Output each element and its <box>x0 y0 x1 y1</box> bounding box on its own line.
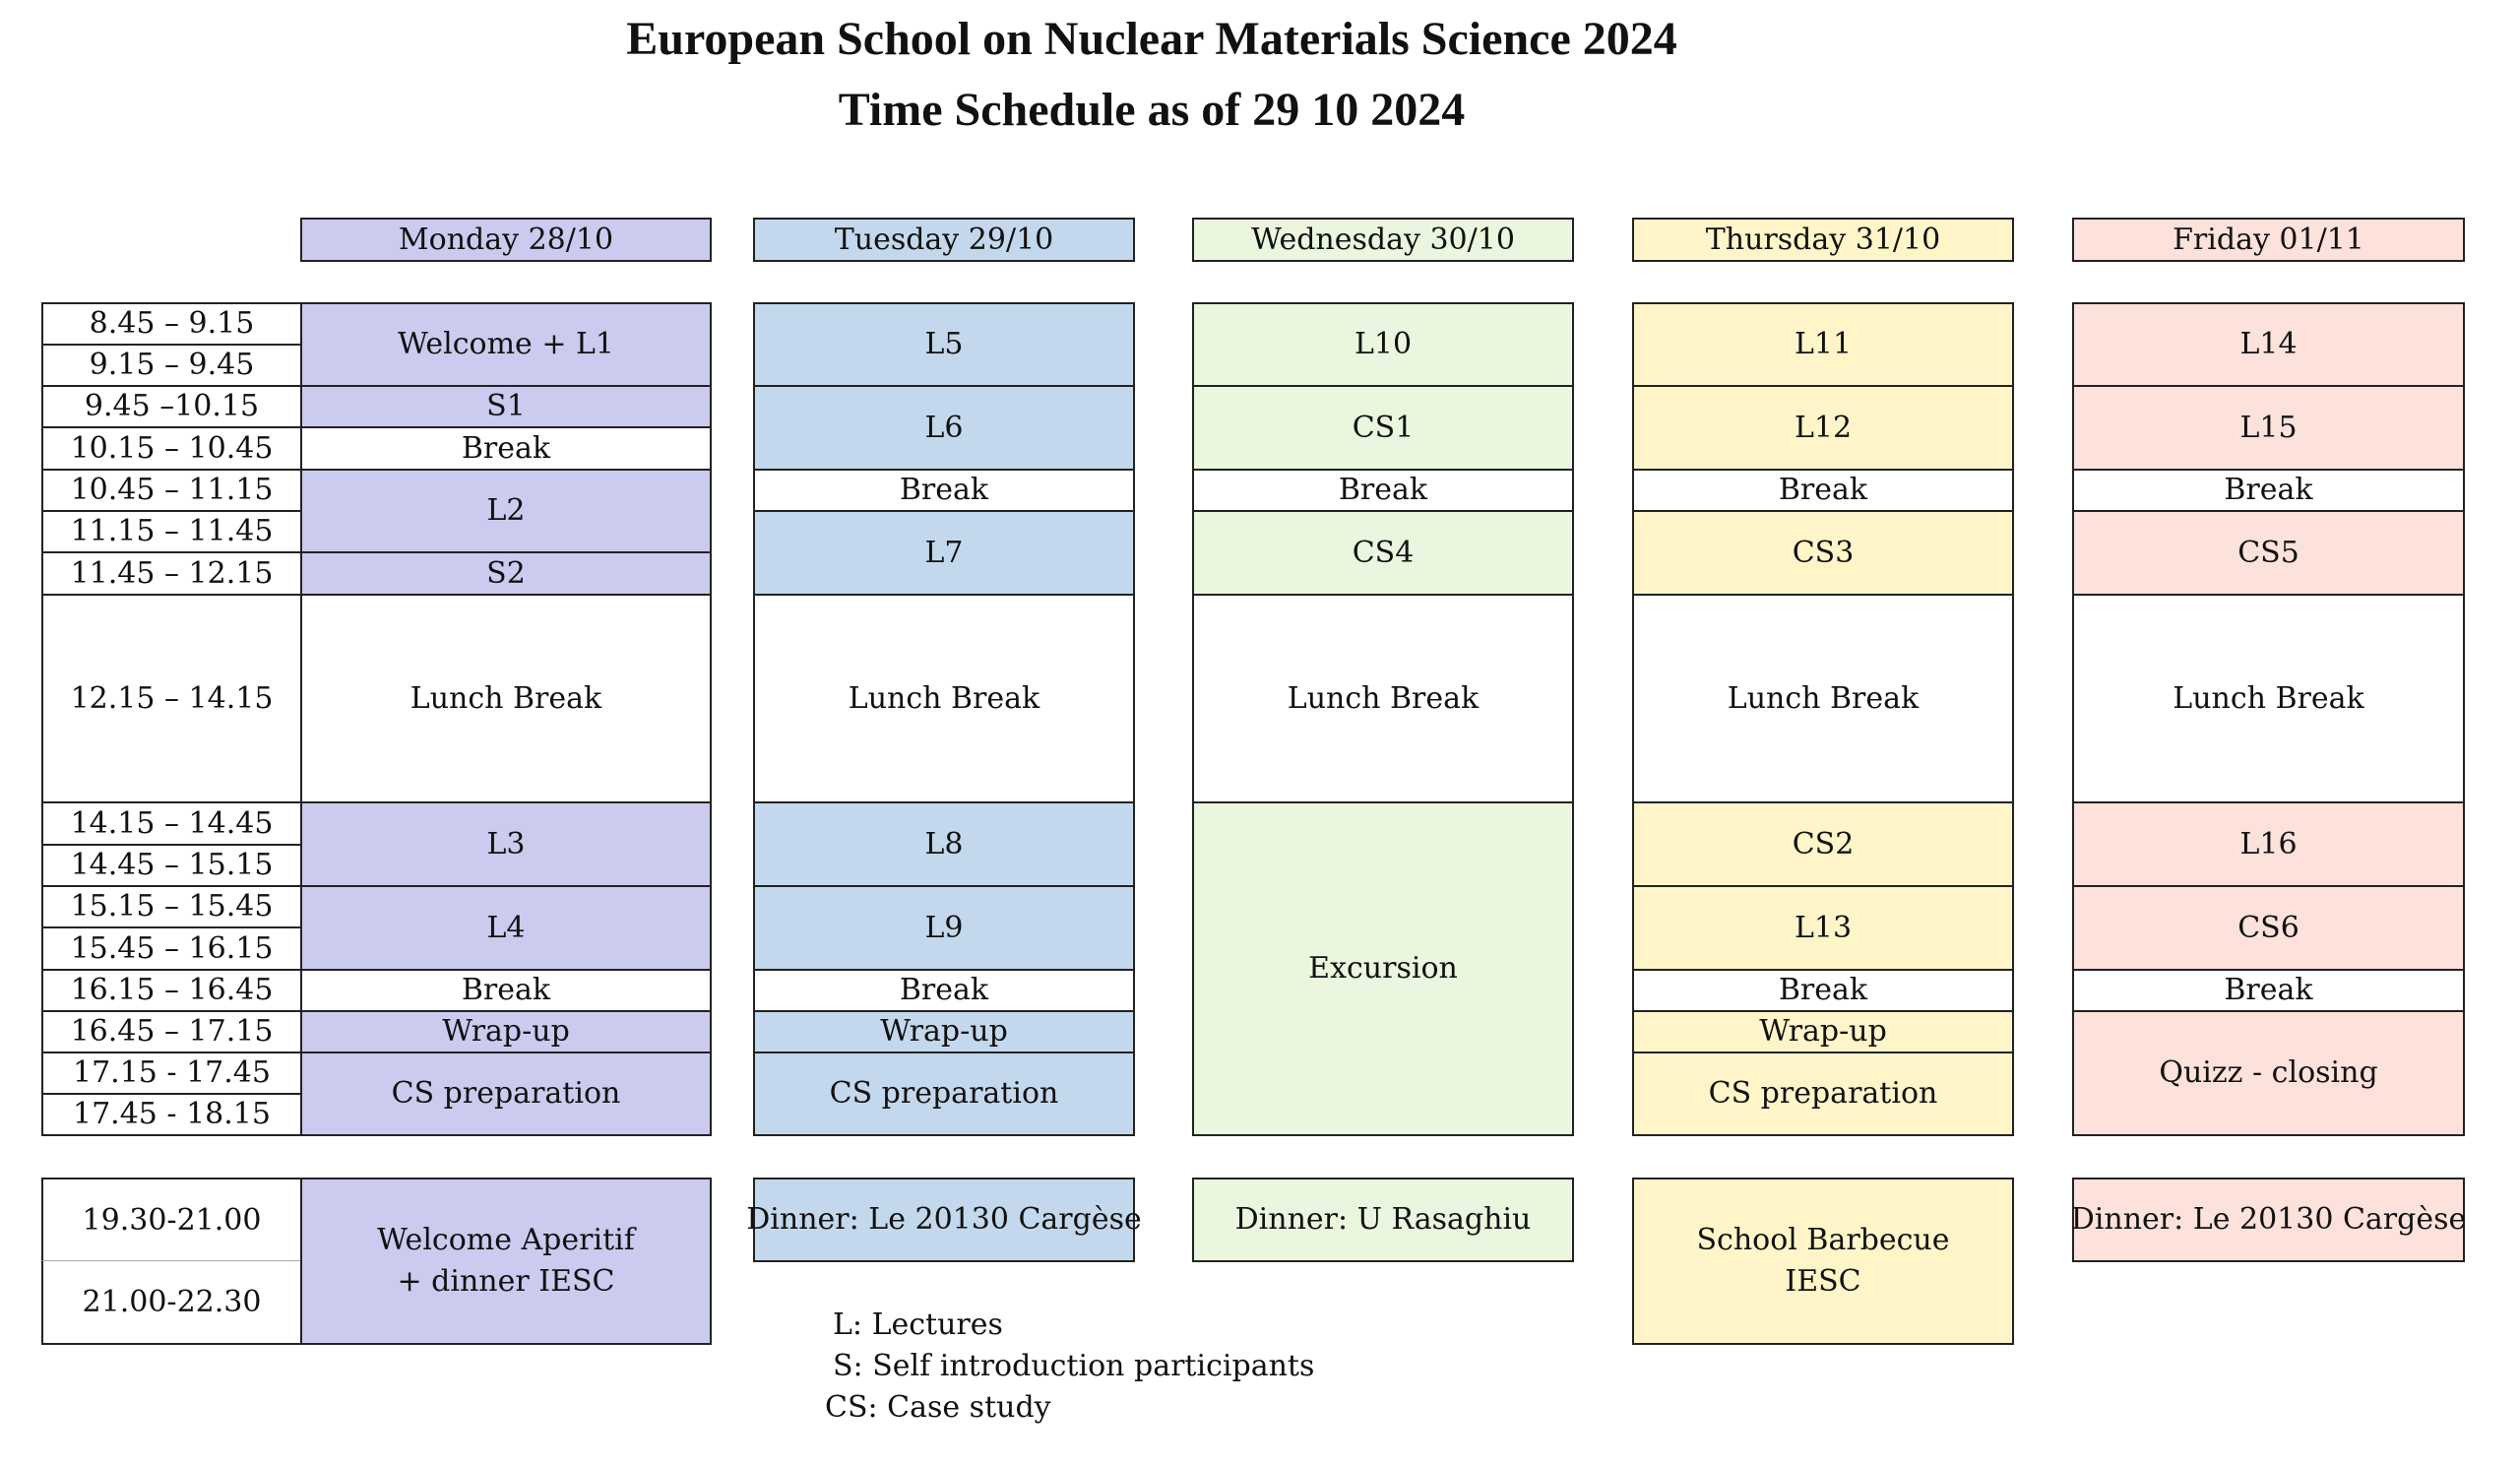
break-cell: Break <box>1632 469 2014 512</box>
day-header-monday: Monday 28/10 <box>300 218 712 262</box>
session-cell: Welcome + L1 <box>300 302 712 387</box>
session-cell: CS3 <box>1632 510 2014 596</box>
session-cell: CS5 <box>2072 510 2465 596</box>
time-slot: 14.45 – 15.15 <box>41 844 302 887</box>
time-slot: 10.45 – 11.15 <box>41 469 302 512</box>
break-cell: Break <box>1632 969 2014 1012</box>
excursion-cell: Excursion <box>1192 801 1574 1136</box>
time-slot: 10.15 – 10.45 <box>41 426 302 471</box>
time-slot: 8.45 – 9.15 <box>41 302 302 346</box>
break-cell: Break <box>753 469 1135 512</box>
day-header-wednesday: Wednesday 30/10 <box>1192 218 1574 262</box>
session-cell: CS preparation <box>753 1052 1135 1136</box>
evening-event-line: + dinner IESC <box>397 1264 615 1299</box>
session-cell: Quizz - closing <box>2072 1010 2465 1136</box>
time-slot: 14.15 – 14.45 <box>41 801 302 846</box>
session-cell: CS preparation <box>300 1052 712 1136</box>
evening-time-slot: 19.30-21.00 <box>41 1178 302 1262</box>
legend-lectures: L: Lectures <box>833 1307 1003 1342</box>
time-slot: 16.15 – 16.45 <box>41 969 302 1012</box>
time-slot: 17.15 - 17.45 <box>41 1052 302 1095</box>
break-cell: Break <box>2072 969 2465 1012</box>
evening-event-thursday <box>1632 1178 2014 1345</box>
evening-event-line: Welcome Aperitif <box>377 1223 635 1257</box>
legend-case-study: CS: Case study <box>825 1390 1051 1425</box>
page-title: European School on Nuclear Materials Science 2024 <box>626 13 1677 65</box>
lunch-cell: Lunch Break <box>300 594 712 803</box>
break-cell: Break <box>753 969 1135 1012</box>
session-cell: CS1 <box>1192 385 1574 471</box>
session-cell: CS4 <box>1192 510 1574 596</box>
session-cell: Wrap-up <box>1632 1010 2014 1053</box>
lunch-cell: Lunch Break <box>2072 594 2465 803</box>
session-cell: L11 <box>1632 302 2014 387</box>
day-header-friday: Friday 01/11 <box>2072 218 2465 262</box>
session-cell: L8 <box>753 801 1135 887</box>
time-slot: 11.45 – 12.15 <box>41 551 302 596</box>
session-cell: CS2 <box>1632 801 2014 887</box>
break-cell: Break <box>300 426 712 471</box>
session-cell: CS preparation <box>1632 1052 2014 1136</box>
session-cell: L3 <box>300 801 712 887</box>
page-subtitle: Time Schedule as of 29 10 2024 <box>838 84 1466 136</box>
time-slot: 15.15 – 15.45 <box>41 885 302 928</box>
session-cell: L15 <box>2072 385 2465 471</box>
session-cell: L10 <box>1192 302 1574 387</box>
time-slot: 15.45 – 16.15 <box>41 926 302 971</box>
time-slot: 9.45 –10.15 <box>41 385 302 428</box>
break-cell: Break <box>2072 469 2465 512</box>
time-slot: 17.45 - 18.15 <box>41 1093 302 1136</box>
session-cell: Wrap-up <box>753 1010 1135 1053</box>
time-slot: 16.45 – 17.15 <box>41 1010 302 1053</box>
time-slot: 12.15 – 14.15 <box>41 594 302 803</box>
session-cell: L16 <box>2072 801 2465 887</box>
session-cell: S1 <box>300 385 712 428</box>
session-cell: L5 <box>753 302 1135 387</box>
session-cell: L6 <box>753 385 1135 471</box>
evening-event-wednesday: Dinner: U Rasaghiu <box>1192 1178 1574 1262</box>
session-cell: L12 <box>1632 385 2014 471</box>
lunch-cell: Lunch Break <box>1632 594 2014 803</box>
time-slot: 9.15 – 9.45 <box>41 344 302 387</box>
session-cell: CS6 <box>2072 885 2465 971</box>
session-cell: L7 <box>753 510 1135 596</box>
day-header-tuesday: Tuesday 29/10 <box>753 218 1135 262</box>
break-cell: Break <box>1192 469 1574 512</box>
evening-event-line: School Barbecue <box>1696 1223 1950 1257</box>
evening-event-line: IESC <box>1785 1264 1861 1299</box>
legend-self-introduction: S: Self introduction participants <box>833 1349 1315 1383</box>
session-cell: L2 <box>300 469 712 553</box>
session-cell: L14 <box>2072 302 2465 387</box>
time-slot: 11.15 – 11.45 <box>41 510 302 553</box>
session-cell: Wrap-up <box>300 1010 712 1053</box>
session-cell: L13 <box>1632 885 2014 971</box>
session-cell: L9 <box>753 885 1135 971</box>
session-cell: L4 <box>300 885 712 971</box>
evening-event-tuesday: Dinner: Le 20130 Cargèse <box>753 1178 1135 1262</box>
lunch-cell: Lunch Break <box>1192 594 1574 803</box>
break-cell: Break <box>300 969 712 1012</box>
day-header-thursday: Thursday 31/10 <box>1632 218 2014 262</box>
evening-event-monday <box>300 1178 712 1345</box>
evening-time-slot: 21.00-22.30 <box>41 1260 302 1345</box>
lunch-cell: Lunch Break <box>753 594 1135 803</box>
session-cell: S2 <box>300 551 712 596</box>
evening-event-friday: Dinner: Le 20130 Cargèse <box>2072 1178 2465 1262</box>
